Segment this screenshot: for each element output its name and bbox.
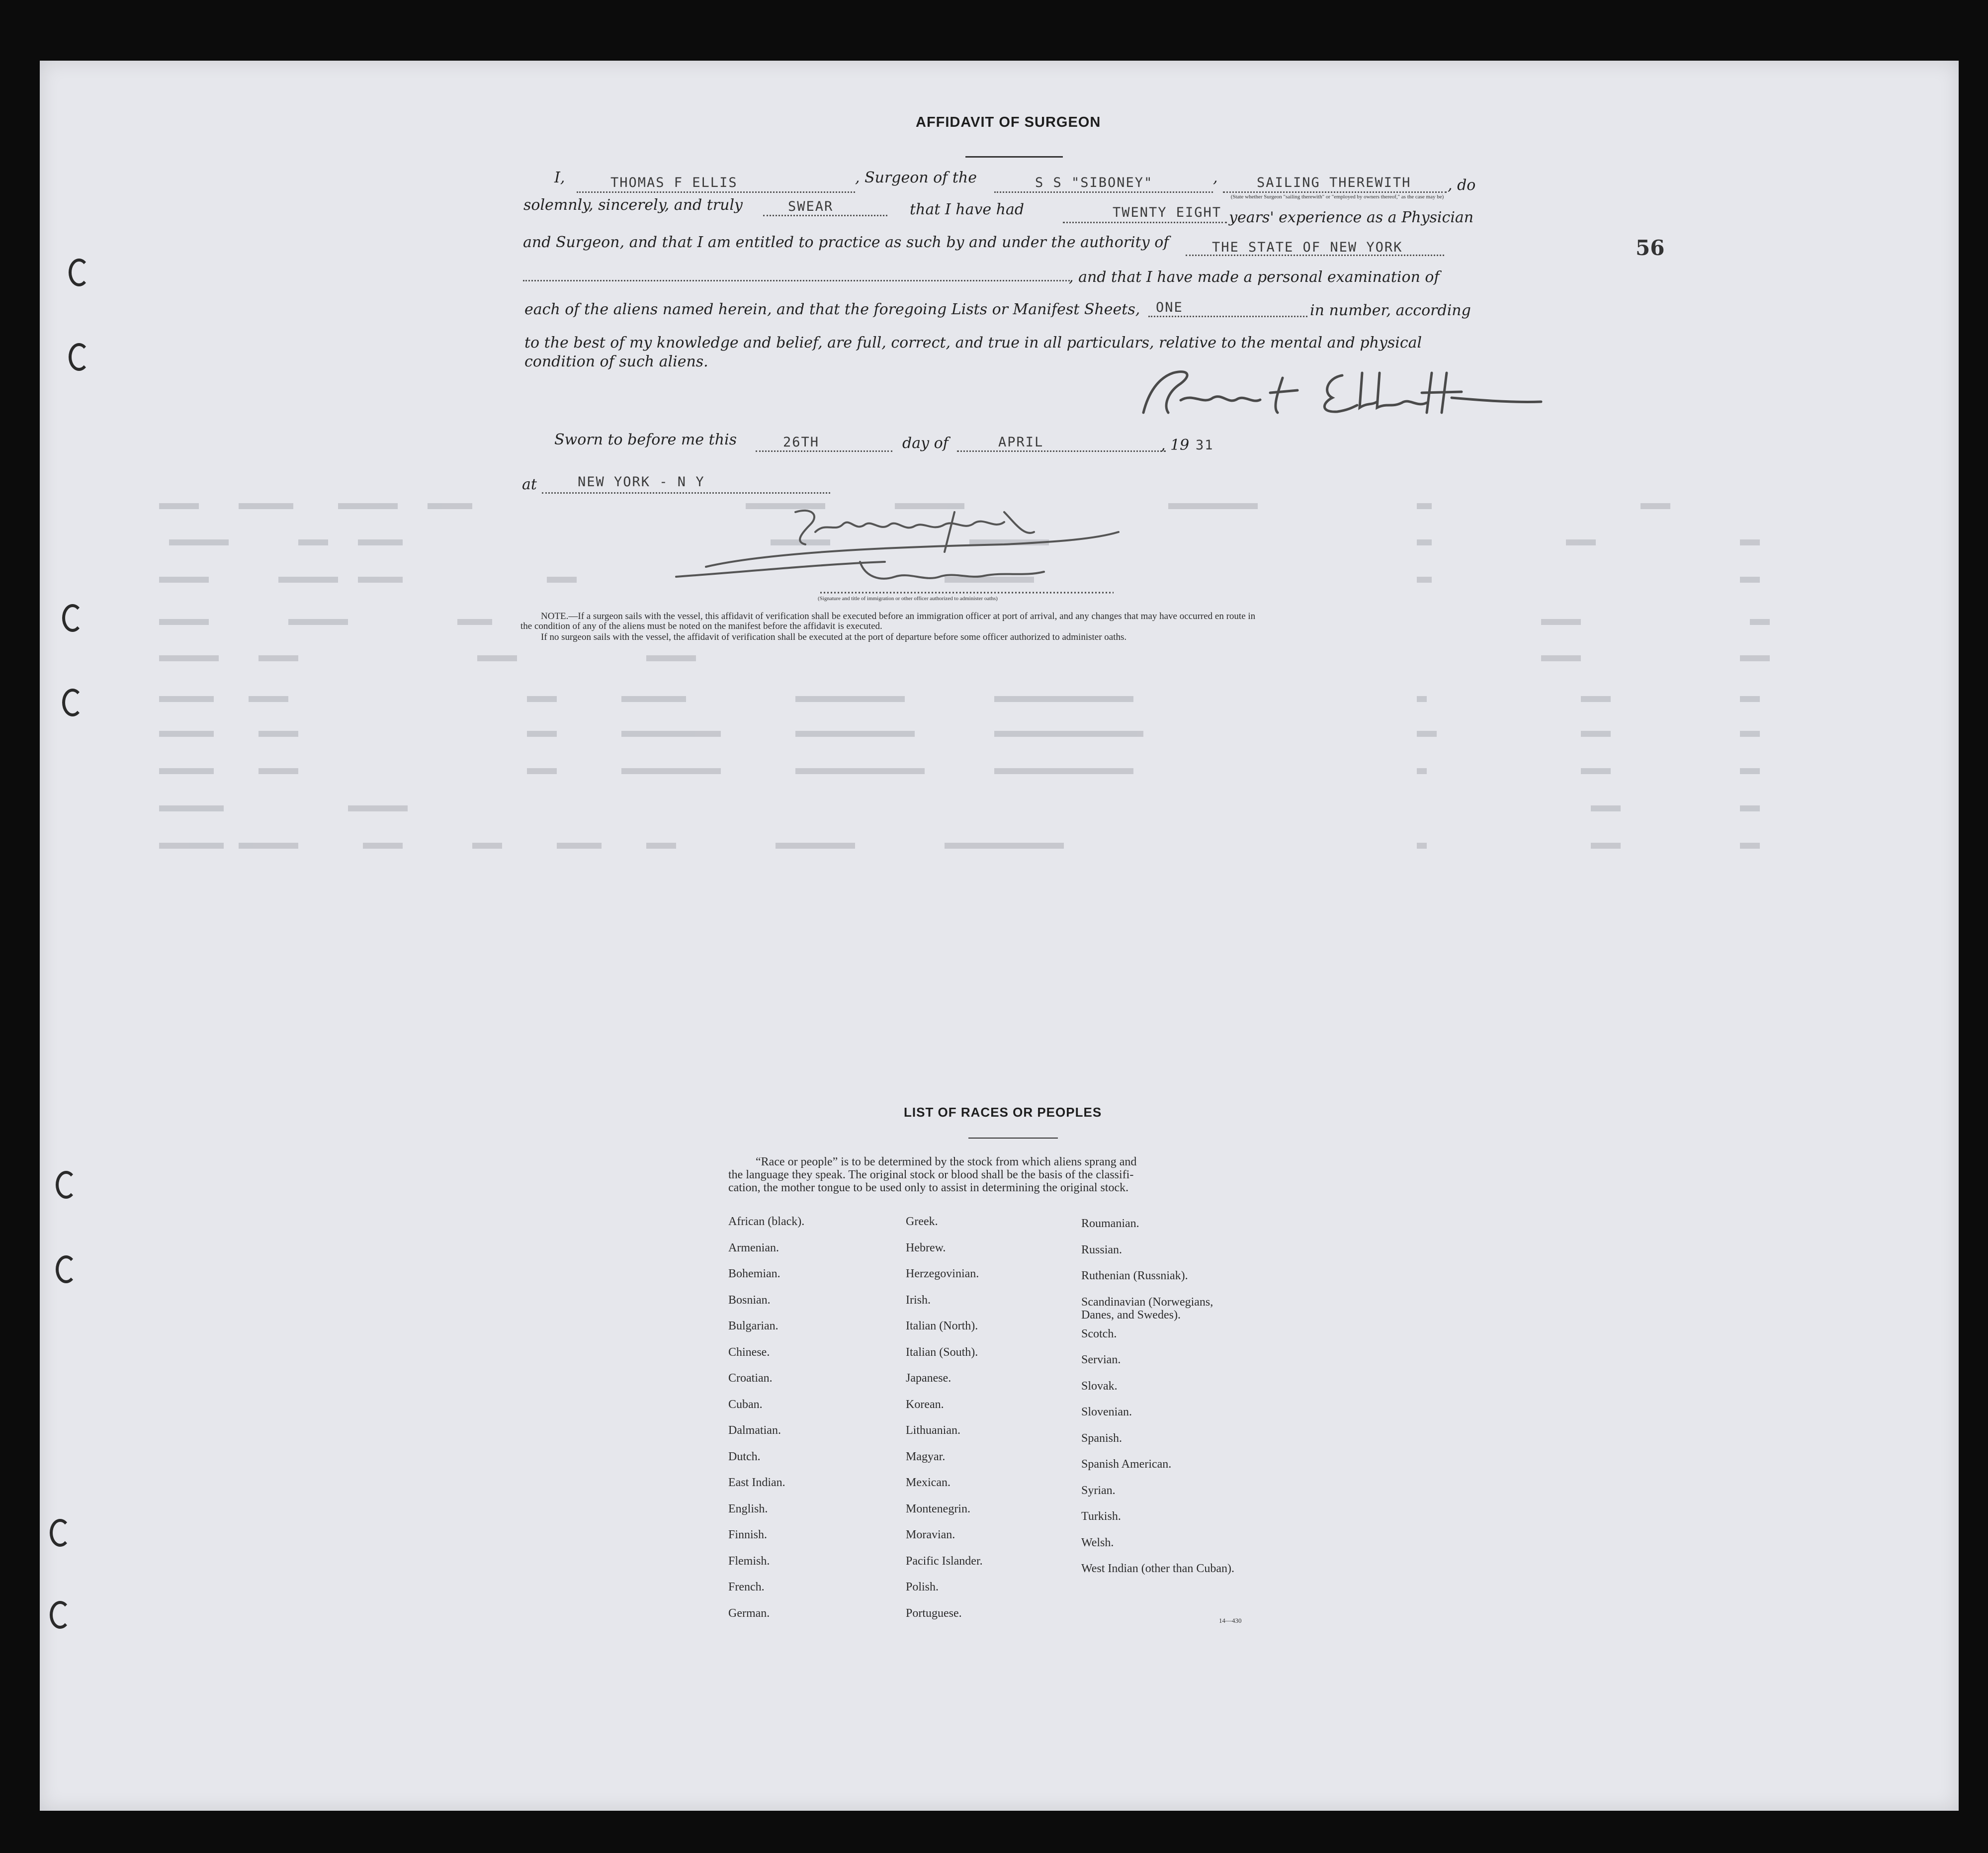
race-item: Turkish. [1081, 1510, 1121, 1523]
race-item: Scotch. [1081, 1327, 1117, 1340]
race-item: Servian. [1081, 1353, 1121, 1366]
binder-hole [69, 343, 89, 371]
race-item: Italian (South). [906, 1345, 978, 1359]
race-item: Ruthenian (Russniak). [1081, 1269, 1188, 1282]
races-title: LIST OF RACES OR PEOPLES [904, 1105, 1102, 1120]
race-item: Finnish. [728, 1528, 768, 1541]
races-column-3 [1081, 1217, 1240, 1588]
race-item: Welsh. [1081, 1536, 1114, 1549]
sworn-day-field: 26TH [783, 435, 820, 450]
sailing-status-field: SAILING THEREWITH [1257, 175, 1411, 190]
field-line [1063, 222, 1227, 223]
race-item: Roumanian. [1081, 1217, 1139, 1230]
race-item: Dalmatian. [728, 1424, 781, 1437]
manifest-sheet [40, 61, 1959, 1811]
note-line-2: the condition of any of the aliens must be noted on the manifest before the affidavit is executed. [520, 621, 882, 631]
authority-field: THE STATE OF NEW YORK [1212, 240, 1403, 255]
race-item: Korean. [906, 1398, 944, 1411]
race-item: Bosnian. [728, 1293, 771, 1307]
full-correct-label: to the best of my knowledge and belief, are full, correct, and true in all particulars, relative to the mental and physical [524, 334, 1422, 352]
binder-hole [50, 1601, 71, 1629]
race-item: Japanese. [906, 1372, 951, 1385]
field-line [957, 450, 1166, 452]
field-line [756, 450, 892, 452]
race-item: Slovak. [1081, 1379, 1118, 1393]
race-item: Portuguese. [906, 1606, 962, 1620]
binder-hole [56, 1255, 77, 1283]
field-line [1223, 191, 1447, 193]
race-item: Cuban. [728, 1398, 763, 1411]
intro-line: cation, the mother tongue to be used only to assist in determining the original stock. [728, 1181, 1129, 1194]
race-item: Spanish American. [1081, 1458, 1172, 1471]
race-item: Armenian. [728, 1241, 779, 1254]
race-item: Croatian. [728, 1372, 773, 1385]
oath-type-field: SWEAR [788, 199, 834, 214]
surgeon-name-field: THOMAS F ELLIS [610, 175, 738, 190]
field-line [1148, 316, 1307, 317]
races-column-1 [728, 1215, 804, 1633]
race-item: Slovenian. [1081, 1406, 1132, 1418]
affidavit-title: AFFIDAVIT OF SURGEON [916, 114, 1101, 130]
authority-label: and Surgeon, and that I am entitled to practice as such by and under the authority of [523, 234, 1169, 251]
race-item: West Indian (other than Cuban). [1081, 1562, 1234, 1575]
race-item: Greek. [906, 1215, 938, 1228]
binder-hole [62, 689, 83, 716]
binder-hole [62, 604, 83, 632]
race-item: Lithuanian. [906, 1424, 960, 1437]
binder-hole [50, 1519, 71, 1547]
sworn-place-field: NEW YORK - N Y [578, 474, 705, 490]
race-item: Syrian. [1081, 1484, 1116, 1497]
race-item: Bulgarian. [728, 1320, 778, 1332]
race-item: Italian (North). [906, 1320, 978, 1332]
officer-signature [646, 502, 1143, 607]
race-item: Hebrew. [906, 1241, 946, 1254]
note-line-1: NOTE.—If a surgeon sails with the vessel, this affidavit of verification shall be executed before an immigration officer at port of arrival, and any changes that may have occurred en route in [541, 611, 1256, 621]
manifest-sheets-label: each of the aliens named herein, and that the foregoing Lists or Manifest Sheets, [524, 301, 1140, 318]
race-item: Irish. [906, 1293, 931, 1307]
race-item: Russian. [1081, 1243, 1123, 1256]
sworn-month-field: APRIL [998, 435, 1044, 450]
examination-label: , and that I have made a personal examination of [1069, 268, 1440, 286]
race-item: Magyar. [906, 1450, 946, 1463]
race-item: Moravian. [906, 1528, 955, 1541]
years-label: years' experience as a Physician [1229, 209, 1474, 226]
race-item: East Indian. [728, 1476, 785, 1489]
field-line [994, 191, 1213, 193]
race-item: Mexican. [906, 1476, 951, 1489]
condition-label: condition of such aliens. [524, 353, 708, 370]
race-item: Scandinavian (Norwegians, Danes, and Swedes). [1081, 1295, 1213, 1322]
surgeon-of-label: , Surgeon of the [855, 169, 977, 186]
form-number: 14—430 [1219, 1617, 1242, 1624]
vessel-field: S S "SIBONEY" [1035, 175, 1153, 190]
race-item: Polish. [906, 1581, 939, 1593]
race-item: Bohemian. [728, 1267, 780, 1280]
solemnly-label: solemnly, sincerely, and truly [523, 196, 743, 214]
intro-line: “Race or people” is to be determined by the stock from which aliens sprang and [756, 1155, 1137, 1168]
field-line [763, 215, 887, 216]
race-item: Herzegovinian. [906, 1267, 979, 1280]
officer-caption: (Signature and title of immigration or other officer authorized to administer oaths) [818, 596, 998, 602]
race-item: Pacific Islander. [906, 1554, 983, 1568]
sheet-count-field: ONE [1156, 300, 1183, 315]
races-column-2 [906, 1215, 983, 1633]
sworn-year-field: 31 [1196, 438, 1214, 453]
field-line [1186, 255, 1444, 256]
binder-hole [56, 1171, 77, 1199]
race-item: Montenegrin. [906, 1502, 970, 1515]
note-line-3: If no surgeon sails with the vessel, the affidavit of verification shall be executed at the port of departure before some officer authorized to administer oaths. [541, 632, 1127, 642]
sworn-label: Sworn to before me this [554, 431, 737, 448]
comma: , [1213, 169, 1218, 186]
race-item: African (black). [728, 1215, 805, 1228]
races-title-rule [968, 1138, 1058, 1139]
sailing-status-hint: (State whether Surgeon "sailing therewith" or "employed by owners thereof," as the case may be) [1230, 194, 1444, 200]
race-item: English. [728, 1502, 768, 1515]
year-prefix: , 19 [1161, 437, 1190, 454]
page-number: 56 [1636, 236, 1665, 260]
intro-line: the language they speak. The original stock or blood shall be the basis of the classifi- [728, 1168, 1134, 1181]
title-rule [965, 156, 1063, 158]
binder-hole [69, 259, 89, 286]
do-label: , do [1448, 176, 1476, 194]
race-item: Flemish. [728, 1554, 770, 1568]
race-item: French. [728, 1581, 765, 1593]
race-item: Dutch. [728, 1450, 761, 1463]
race-item: German. [728, 1606, 770, 1620]
race-item: Spanish. [1081, 1431, 1123, 1445]
in-number-label: in number, according [1310, 302, 1471, 319]
have-had-label: that I have had [910, 201, 1025, 218]
field-line [542, 492, 830, 494]
years-experience-field: TWENTY EIGHT [1113, 205, 1222, 220]
field-line [523, 280, 1070, 281]
race-item: Chinese. [728, 1345, 770, 1359]
field-line [577, 191, 855, 193]
races-intro [728, 1155, 1136, 1194]
day-of-label: day of [902, 435, 949, 452]
i-label: I, [554, 169, 565, 186]
at-label: at [522, 476, 537, 493]
surgeon-signature [1133, 358, 1546, 423]
